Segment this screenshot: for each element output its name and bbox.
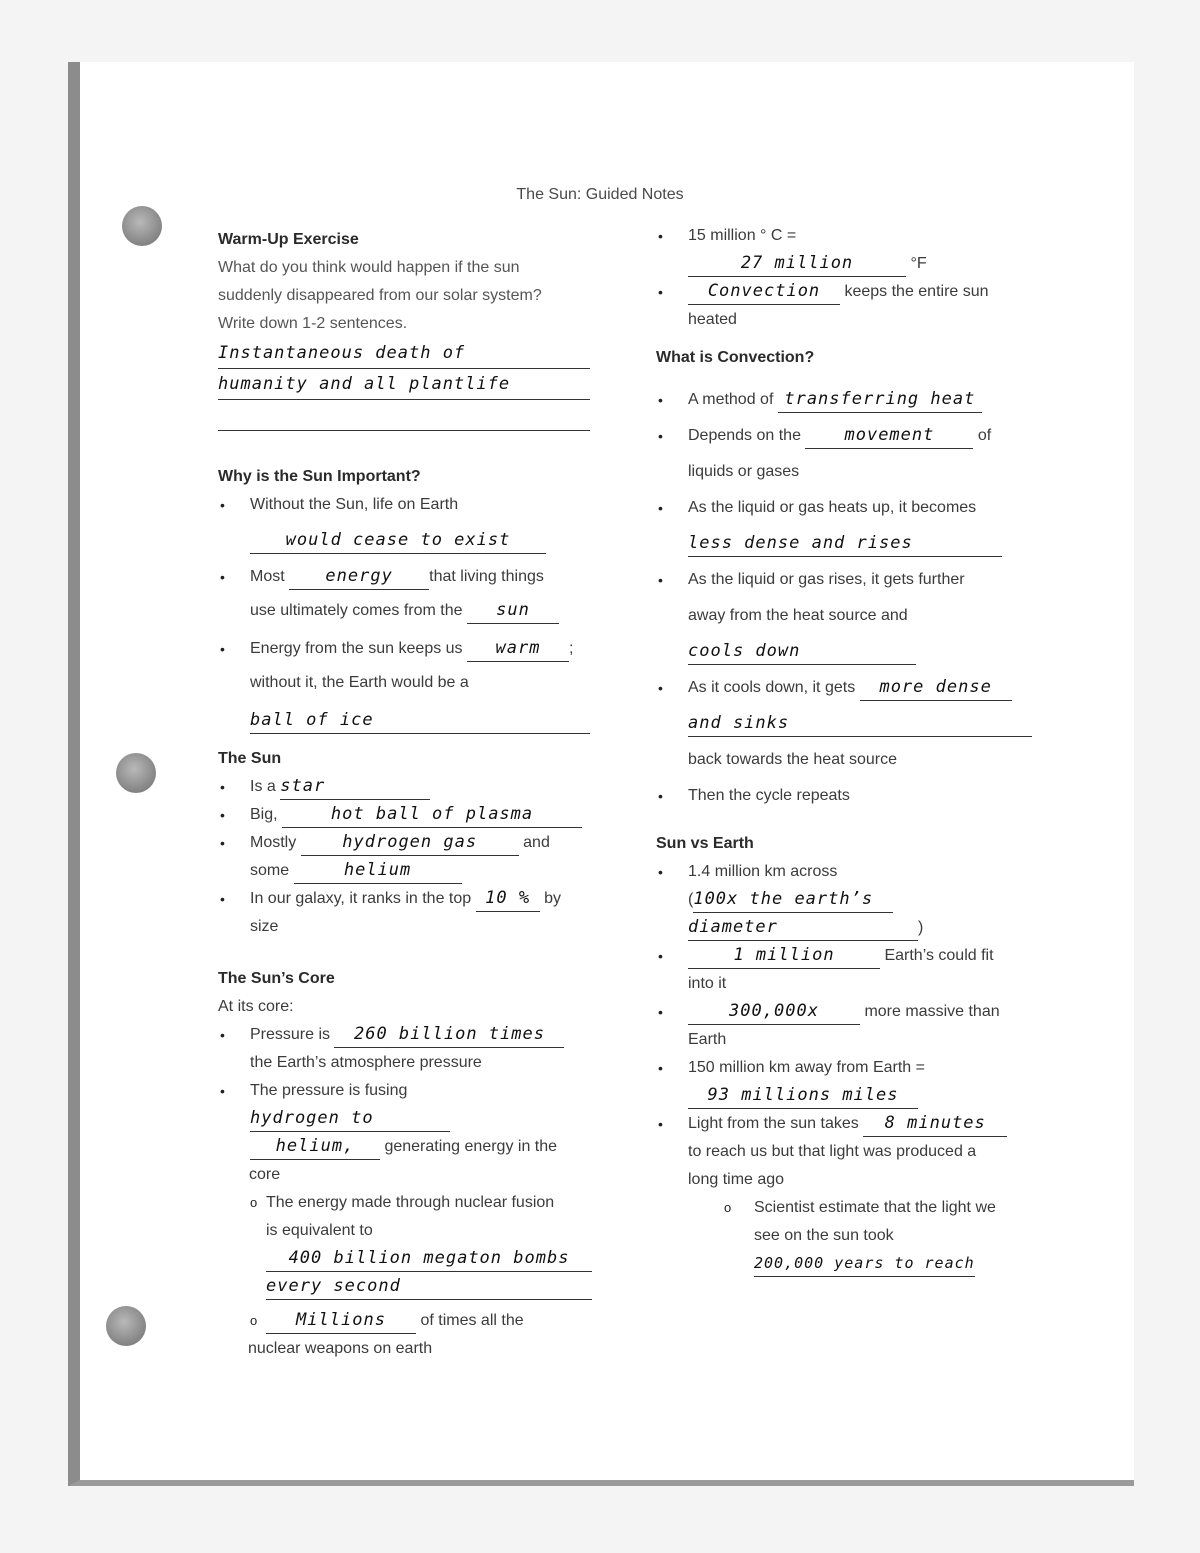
bullet-text: away from the heat source and	[688, 607, 908, 624]
bullet-text: 1.4 million km across	[688, 863, 838, 880]
importance-heading: Why is the Sun Important?	[218, 468, 421, 485]
sun-vs-earth-sublist	[656, 1194, 1056, 1278]
punch-hole	[106, 1306, 146, 1346]
bullet-text: liquids or gases	[688, 463, 800, 480]
bullet-text: The pressure is fusing	[250, 1082, 408, 1099]
bullet-text: back towards the heat source	[688, 751, 898, 768]
convection-list	[656, 382, 1056, 814]
list-item	[218, 829, 618, 885]
core-sublist	[218, 1189, 618, 1363]
answer-blank[interactable]: energy	[289, 563, 429, 590]
bullet-text: Light from the sun takes	[688, 1115, 859, 1132]
bullet-text: keeps the entire sun	[844, 283, 989, 300]
answer-blank[interactable]: hot ball of plasma	[282, 801, 582, 828]
list-item	[656, 1054, 1056, 1110]
core-intro: At its core:	[218, 998, 294, 1015]
bullet-text: Earth’s could fit	[884, 947, 994, 964]
bullet-text: Big,	[250, 806, 278, 823]
list-item	[218, 773, 618, 801]
warmup-prompt-line: Write down 1-2 sentences.	[218, 315, 408, 332]
list-item	[218, 801, 618, 829]
bullet-text: Scientist estimate that the light we	[754, 1199, 996, 1216]
bullet-text: A method of	[688, 391, 774, 408]
bullet-text: of times all the	[420, 1312, 524, 1329]
unit-label: °F	[910, 255, 927, 272]
core-heading: The Sun’s Core	[218, 970, 335, 987]
list-item	[656, 562, 1056, 670]
bullet-text: )	[918, 919, 924, 936]
temperature-list	[656, 222, 1056, 334]
bullet-text: Depends on the	[688, 427, 801, 444]
bullet-text: Mostly	[250, 834, 297, 851]
bullet-text: use ultimately comes from the	[250, 602, 463, 619]
bullet-text: generating energy in the	[384, 1138, 558, 1155]
answer-blank[interactable]: 27 million	[688, 250, 906, 277]
bullet-text: more massive than	[864, 1003, 1000, 1020]
left-column	[218, 226, 618, 1363]
bullet-text: see on the sun took	[754, 1227, 894, 1244]
sun-vs-earth-heading: Sun vs Earth	[656, 835, 754, 852]
bullet-text: is equivalent to	[266, 1222, 373, 1239]
answer-blank[interactable]: 8 minutes	[863, 1110, 1007, 1137]
answer-blank[interactable]: hydrogen gas	[301, 829, 519, 856]
warmup-answer-line[interactable]	[218, 400, 590, 431]
answer-blank[interactable]: cools down	[688, 638, 916, 665]
list-item	[218, 1077, 618, 1133]
bullet-text: In our galaxy, it ranks in the top	[250, 890, 472, 907]
bullet-text: Then the cycle repeats	[688, 787, 850, 804]
list-item	[656, 382, 1056, 418]
answer-blank[interactable]: 100x the earth’s	[693, 886, 893, 913]
bullet-text: Energy from the sun keeps us	[250, 640, 463, 657]
warmup-answer-line[interactable]: Instantaneous death of	[218, 338, 590, 369]
answer-blank[interactable]: star	[280, 773, 430, 800]
list-item	[656, 278, 1056, 334]
bullet-text: nuclear weapons on earth	[248, 1340, 433, 1357]
answer-blank[interactable]: hydrogen to	[250, 1105, 450, 1132]
answer-blank[interactable]: 400 billion megaton bombs	[266, 1245, 592, 1272]
sun-heading: The Sun	[218, 750, 282, 767]
answer-blank[interactable]: ball of ice	[250, 707, 590, 734]
bullet-text: without it, the Earth would be a	[250, 674, 469, 691]
list-item	[722, 1194, 1056, 1278]
answer-blank[interactable]: 1 million	[688, 942, 880, 969]
bullet-text: Pressure is	[250, 1026, 331, 1043]
bullet-text: size	[250, 918, 279, 935]
list-item	[656, 778, 1056, 814]
bullet-text: to reach us but that light was produced a	[688, 1143, 977, 1160]
warmup-prompt-line: suddenly disappeared from our solar system?	[218, 287, 542, 304]
answer-blank[interactable]: Millions	[266, 1307, 416, 1334]
answer-blank[interactable]: movement	[805, 422, 973, 449]
bullet-text: of	[977, 427, 992, 444]
warmup-prompt	[218, 254, 618, 338]
convection-heading: What is Convection?	[656, 349, 815, 366]
bullet-text: Is a	[250, 778, 276, 795]
punch-hole	[122, 206, 162, 246]
list-item	[218, 635, 618, 735]
answer-blank[interactable]: warm	[467, 635, 569, 662]
answer-blank[interactable]: less dense and rises	[688, 530, 1002, 557]
answer-blank[interactable]: helium,	[250, 1133, 380, 1160]
list-item	[656, 670, 1056, 778]
bullet-text: The energy made through nuclear fusion	[266, 1194, 555, 1211]
bullet-text: ;	[569, 640, 574, 657]
list-item	[218, 491, 618, 555]
answer-blank[interactable]: every second	[266, 1273, 592, 1300]
answer-blank[interactable]: helium	[294, 857, 462, 884]
list-item	[218, 1021, 618, 1077]
core-list	[218, 1021, 618, 1133]
answer-blank[interactable]: 10 %	[476, 885, 540, 912]
list-item	[656, 1110, 1056, 1194]
importance-list	[218, 491, 618, 735]
bullet-text: some	[250, 862, 290, 879]
list-item	[218, 885, 618, 941]
bullet-text: (	[688, 891, 694, 908]
bullet-text: Without the Sun, life on Earth	[250, 496, 459, 513]
bullet-text: that living things	[429, 568, 544, 585]
bullet-text: long time ago	[688, 1171, 785, 1188]
list-item	[656, 222, 1056, 278]
bullet-text: Earth	[688, 1031, 727, 1048]
answer-blank[interactable]: would cease to exist	[250, 527, 546, 554]
bullet-text: into it	[688, 975, 727, 992]
core-text: core	[249, 1166, 281, 1183]
answer-blank[interactable]: diameter	[688, 914, 918, 941]
bullet-text: the Earth’s atmosphere pressure	[250, 1054, 482, 1071]
list-item	[656, 490, 1056, 562]
warmup-answer-line[interactable]: humanity and all plantlife	[218, 369, 590, 400]
bullet-text: As the liquid or gas heats up, it becomes	[688, 499, 977, 516]
answer-blank[interactable]: 93 millions miles	[688, 1082, 918, 1109]
bullet-text: Most	[250, 568, 285, 585]
answer-blank[interactable]: sun	[467, 597, 559, 624]
bullet-text: 15 million ° C =	[688, 227, 797, 244]
list-item	[248, 1189, 618, 1301]
answer-blank[interactable]: more dense	[860, 674, 1012, 701]
punch-hole	[116, 753, 156, 793]
bullet-text: 150 million km away from Earth =	[688, 1059, 925, 1076]
list-item	[656, 942, 1056, 998]
answer-blank[interactable]: Convection	[688, 278, 840, 305]
list-item	[248, 1307, 618, 1363]
list-item	[218, 563, 618, 631]
right-column	[656, 222, 1056, 1278]
answer-blank[interactable]: and sinks	[688, 710, 1032, 737]
page-title: The Sun: Guided Notes	[516, 186, 684, 203]
list-item	[656, 858, 1056, 942]
warmup-prompt-line: What do you think would happen if the sun	[218, 259, 520, 276]
sun-list	[218, 773, 618, 941]
bullet-text: As the liquid or gas rises, it gets further	[688, 571, 965, 588]
bullet-text: and	[523, 834, 550, 851]
list-item	[656, 418, 1056, 490]
bullet-text: As it cools down, it gets	[688, 679, 856, 696]
list-item	[656, 998, 1056, 1054]
answer-blank[interactable]: 260 billion times	[334, 1021, 564, 1048]
answer-blank[interactable]: 200,000 years to reach	[754, 1250, 975, 1277]
warmup-heading: Warm-Up Exercise	[218, 231, 359, 248]
bullet-text: by	[544, 890, 561, 907]
sun-vs-earth-list	[656, 858, 1056, 1194]
bullet-text: heated	[688, 311, 737, 328]
answer-blank[interactable]: 300,000x	[688, 998, 860, 1025]
answer-blank[interactable]: transferring heat	[778, 386, 982, 413]
